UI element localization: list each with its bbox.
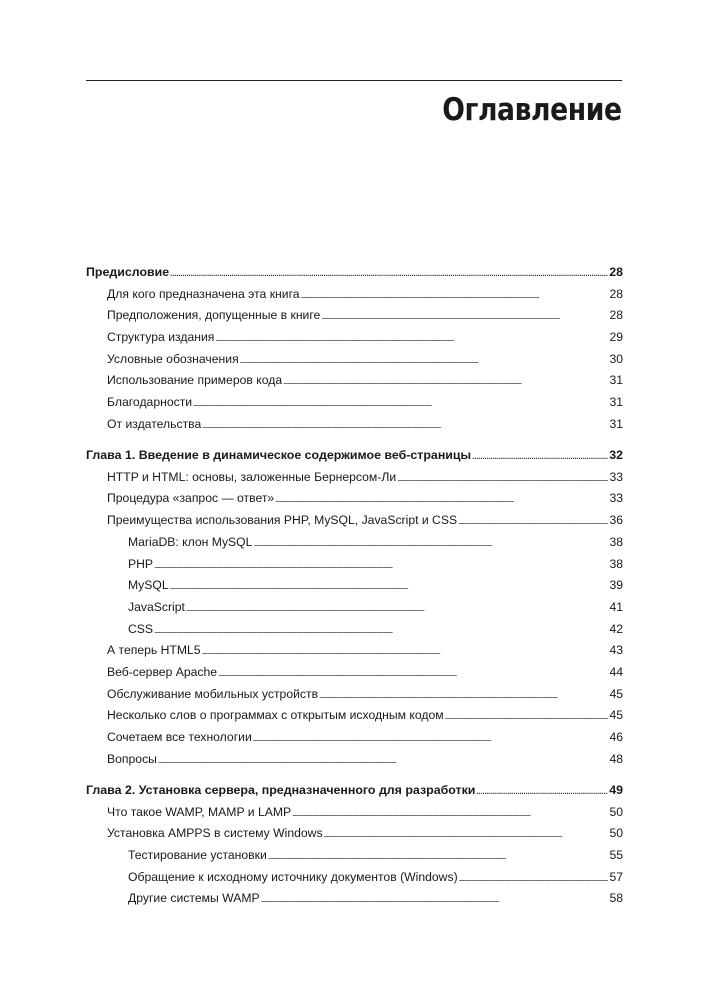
toc-entry-page: 57 xyxy=(609,869,623,884)
dot-leader xyxy=(154,619,608,641)
toc-entry-page: 50 xyxy=(609,804,623,819)
toc-section-entry xyxy=(86,488,623,510)
dot-leader xyxy=(445,705,609,727)
toc-section-entry xyxy=(86,749,623,771)
toc-section-entry xyxy=(86,284,623,306)
toc-section-entry xyxy=(86,640,623,662)
dot-leader xyxy=(253,532,608,554)
toc-entry-page: 32 xyxy=(609,448,623,463)
toc-entry-title: Структура издания xyxy=(107,330,215,345)
toc-subsection-entry xyxy=(86,888,623,910)
toc-section-entry xyxy=(86,705,623,727)
toc-entry-title: MariaDB: клон MySQL xyxy=(128,534,253,549)
dot-leader xyxy=(324,823,609,845)
dot-leader xyxy=(215,327,608,349)
toc-entry-page: 42 xyxy=(609,621,623,636)
dot-leader xyxy=(268,845,609,867)
dot-leader xyxy=(240,349,609,371)
toc-entry-page: 28 xyxy=(609,265,623,279)
dot-leader xyxy=(202,640,609,662)
toc-subsection-entry xyxy=(86,532,623,554)
toc-entry-page: 50 xyxy=(609,826,623,841)
dot-leader xyxy=(459,867,609,889)
toc-entry-title: Сочетаем все технологии xyxy=(107,730,252,745)
toc-entry-page: 28 xyxy=(609,286,623,301)
toc-entry-page: 36 xyxy=(609,513,623,528)
toc-entry-page: 33 xyxy=(609,491,623,506)
dot-leader xyxy=(261,888,609,910)
toc-entry-page: 49 xyxy=(609,783,623,797)
toc-section-entry xyxy=(86,392,623,414)
toc-entry-page: 33 xyxy=(609,469,623,484)
toc-section-entry xyxy=(86,510,623,532)
toc-entry-page: 28 xyxy=(609,308,623,323)
toc-entry-page: 31 xyxy=(609,416,623,431)
dot-leader xyxy=(292,802,608,824)
toc-entry-title: Преимущества использования PHP, MySQL, JavaScript и CSS xyxy=(107,513,458,528)
toc-entry-page: 46 xyxy=(609,730,623,745)
toc-entry-title: А теперь HTML5 xyxy=(107,643,201,658)
toc-section-entry xyxy=(86,370,623,392)
toc-entry-title: Предположения, допущенные в книге xyxy=(107,308,321,323)
dot-leader xyxy=(170,262,608,284)
dot-leader xyxy=(301,284,609,306)
toc-entry-title: Условные обозначения xyxy=(107,351,239,366)
toc-chapter-entry xyxy=(86,780,623,802)
toc-entry-title: Процедура «запрос — ответ» xyxy=(107,491,275,506)
toc-entry-title: CSS xyxy=(128,621,154,636)
toc-entry-title: Что такое WAMP, MAMP и LAMP xyxy=(107,804,292,819)
dot-leader xyxy=(218,662,608,684)
dot-leader xyxy=(397,467,608,489)
toc-entry-title: Веб-сервер Apache xyxy=(107,664,218,679)
toc-entry-title: От издательства xyxy=(107,416,202,431)
toc-entry-page: 45 xyxy=(609,686,623,701)
toc-entry-page: 31 xyxy=(609,395,623,410)
toc-entry-page: 55 xyxy=(609,848,623,863)
toc-section-entry xyxy=(86,327,623,349)
dot-leader xyxy=(253,727,609,749)
toc-section-entry xyxy=(86,727,623,749)
top-rule xyxy=(86,80,622,81)
toc-entry-title: Для кого предназначена эта книга xyxy=(107,286,300,301)
dot-leader xyxy=(319,684,608,706)
toc-subsection-entry xyxy=(86,554,623,576)
toc-entry-page: 29 xyxy=(609,330,623,345)
toc-subsection-entry xyxy=(86,867,623,889)
toc-chapter-entry xyxy=(86,262,623,284)
toc-entry-page: 38 xyxy=(609,556,623,571)
toc-entry-title: MySQL xyxy=(128,578,169,593)
toc-subsection-entry xyxy=(86,619,623,641)
toc-section-entry xyxy=(86,684,623,706)
toc-section-entry xyxy=(86,662,623,684)
dot-leader xyxy=(202,414,608,436)
toc-subsection-entry xyxy=(86,845,623,867)
dot-leader xyxy=(158,749,609,771)
toc-entry-title: JavaScript xyxy=(128,599,185,614)
toc-section-entry xyxy=(86,414,623,436)
toc-entry-title: Обращение к исходному источнику документов (Windows) xyxy=(128,869,458,884)
dot-leader xyxy=(154,554,608,576)
dot-leader xyxy=(186,597,609,619)
dot-leader xyxy=(458,510,608,532)
dot-leader xyxy=(321,305,608,327)
toc-entry-page: 39 xyxy=(609,578,623,593)
dot-leader xyxy=(170,575,609,597)
toc-chapter-entry xyxy=(86,445,623,467)
dot-leader xyxy=(283,370,608,392)
toc-subsection-entry xyxy=(86,597,623,619)
toc-section-entry xyxy=(86,467,623,489)
toc-entry-page: 44 xyxy=(609,664,623,679)
toc-entry-title: Обслуживание мобильных устройств xyxy=(107,686,319,701)
toc-entry-title: Вопросы xyxy=(107,751,157,766)
toc-entry-page: 58 xyxy=(609,891,623,906)
toc-entry-title: Другие системы WAMP xyxy=(128,891,260,906)
dot-leader xyxy=(275,488,608,510)
toc-entry-page: 43 xyxy=(609,643,623,658)
toc-entry-title: Предисловие xyxy=(86,265,170,279)
toc-entry-page: 45 xyxy=(609,708,623,723)
toc-entry-title: PHP xyxy=(128,556,154,571)
toc-entry-page: 48 xyxy=(609,751,623,766)
toc-section-entry xyxy=(86,823,623,845)
toc-entry-page: 30 xyxy=(609,351,623,366)
toc-subsection-entry xyxy=(86,575,623,597)
toc-entry-title: Благодарности xyxy=(107,395,193,410)
dot-leader xyxy=(476,780,608,802)
toc-entry-title: Несколько слов о программах с открытым исходным кодом xyxy=(107,708,444,723)
toc-entry-page: 38 xyxy=(609,534,623,549)
toc-section-entry xyxy=(86,305,623,327)
dot-leader xyxy=(472,445,608,467)
toc-entry-title: Глава 1. Введение в динамическое содержимое веб-страницы xyxy=(86,448,472,463)
toc-entry-title: Тестирование установки xyxy=(128,848,267,863)
toc-entry-page: 41 xyxy=(609,599,623,614)
toc-section-entry xyxy=(86,802,623,824)
toc-section-entry xyxy=(86,349,623,371)
toc-entry-title: Использование примеров кода xyxy=(107,373,283,388)
toc-entry-title: Установка AMPPS в систему Windows xyxy=(107,826,323,841)
table-of-contents xyxy=(86,262,623,910)
toc-entry-title: Глава 2. Установка сервера, предназначенного для разработки xyxy=(86,783,476,797)
toc-entry-title: HTTP и HTML: основы, заложенные Бернерсом-Ли xyxy=(107,469,397,484)
dot-leader xyxy=(193,392,608,414)
page-title: Оглавление xyxy=(442,92,622,128)
toc-entry-page: 31 xyxy=(609,373,623,388)
